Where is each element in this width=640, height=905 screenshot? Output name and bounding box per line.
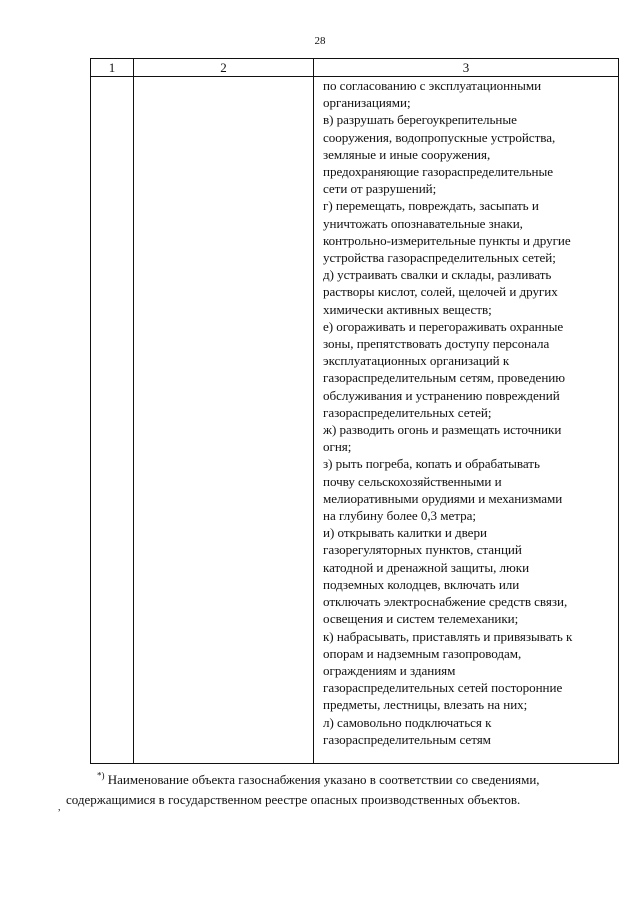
text-line: газораспределительным сетям [323,731,491,747]
text-line: сети от разрушений; [323,181,437,197]
text-line: контрольно-измерительные пункты и другие [323,232,571,248]
table-cell-col3 [314,77,619,764]
text-line: на глубину более 0,3 метра; [323,508,476,524]
text-line: освещения и систем телемеханики; [323,611,519,627]
text-line: обслуживания и устранению повреждений [323,387,560,403]
column-header-3: 3 [314,59,619,77]
text-line: по согласованию с эксплуатационными [323,78,542,93]
text-line: почву сельскохозяйственными и [323,473,502,489]
text-line: опорам и надземным газопроводам, [323,645,522,661]
text-line: з) рыть погреба, копать и обрабатывать [323,456,540,472]
text-line: е) огораживать и перегораживать охранные [323,318,564,334]
text-line: и) открывать калитки и двери [323,525,487,541]
text-line: в) разрушать берегоукрепительные [323,112,517,128]
footnote-text-1: Наименование объекта газоснабжения указано в соответствии со сведениями, [104,772,540,787]
text-line: устройства газораспределительных сетей; [323,250,556,266]
text-line: отключать электроснабжение средств связи, [323,594,568,610]
text-line: газораспределительным сетям, проведению [323,370,565,386]
column-header-2: 2 [134,59,314,77]
prohibitions-text [314,77,618,748]
table-header-row [91,59,619,77]
table-row [91,77,619,764]
document-table [90,58,619,764]
text-line: уничтожать опознавательные знаки, [323,215,523,231]
text-line: ж) разводить огонь и размещать источники [323,422,562,438]
footnote-line-1 [97,770,640,790]
text-line: химически активных веществ; [323,301,492,317]
text-line: эксплуатационных организаций к [323,353,510,369]
footnote-line-2: содержащимися в государственном реестре опасных производственных объектов. [66,792,521,807]
text-line: мелиоративными орудиями и механизмами [323,490,563,506]
table-cell-col1 [91,77,134,764]
text-line: газорегуляторных пунктов, станций [323,542,522,558]
text-line: д) устраивать свалки и склады, разливать [323,267,552,283]
text-line: к) набрасывать, приставлять и привязывать к [323,628,573,644]
text-line: сооружения, водопропускные устройства, [323,129,556,145]
text-line: огня; [323,439,352,455]
text-line: газораспределительных сетей посторонние [323,680,563,696]
table-cell-col2 [134,77,314,764]
text-line: предохраняющие газораспределительные [323,164,554,180]
text-line: катодной и дренажной защиты, люки [323,559,530,575]
text-line: л) самовольно подключаться к [323,714,492,730]
text-line: г) перемещать, повреждать, засыпать и [323,198,539,214]
text-line: ограждениям и зданиям [323,662,456,678]
stray-mark: , [58,802,61,813]
text-line: подземных колодцев, включать или [323,576,520,592]
column-header-1: 1 [91,59,134,77]
text-line: земляные и иные сооружения, [323,146,491,162]
text-line: организациями; [323,95,411,111]
text-line: газораспределительных сетей; [323,404,492,420]
page-number: 28 [314,35,326,47]
footnote-mark: *) [97,770,105,781]
text-line: зоны, препятствовать доступу персонала [323,336,550,352]
text-line: предметы, лестницы, влезать на них; [323,697,528,713]
text-line: растворы кислот, солей, щелочей и других [323,284,558,300]
